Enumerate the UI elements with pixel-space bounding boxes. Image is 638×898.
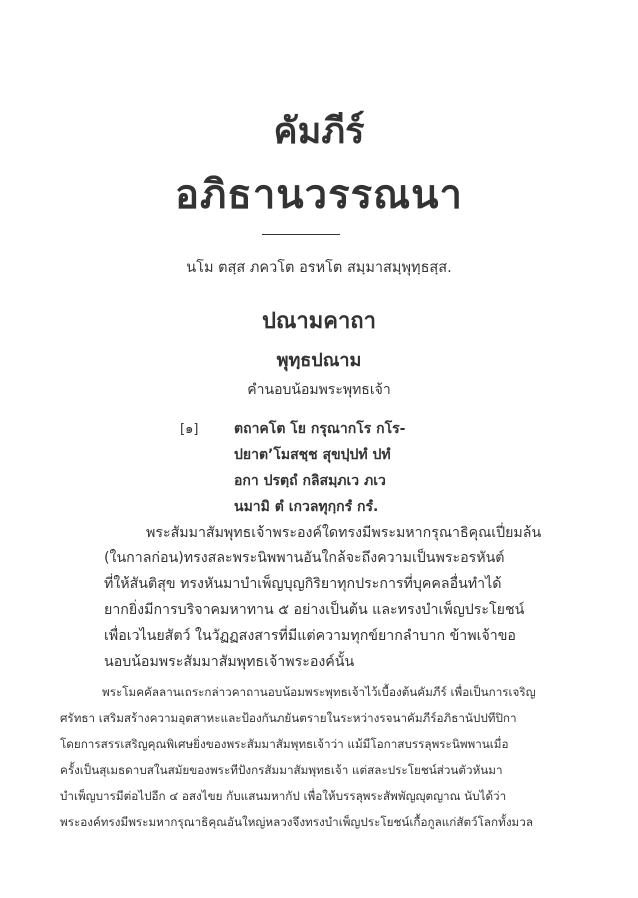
translation-line: ที่ให้สันติสุข ทรงหันมาบำเพ็ญบุญกิริยาทุกประการที่บุคคลอื่นทำได้ xyxy=(104,576,502,592)
verse-number: [๑] xyxy=(180,422,199,437)
translation-line: นอบน้อมพระสัมมาสัมพุทธเจ้าพระองค์นั้น xyxy=(104,654,355,670)
translation-line: เพื่อเวไนยสัตว์ ในวัฏฏสงสารที่มีแต่ความทุกข์ยากลำบาก ข้าพเจ้าขอ xyxy=(104,628,516,644)
translation-line: (ในกาลก่อน)ทรงสละพระนิพพานอันใกล้จะถึงความเป็นพระอรหันต์ xyxy=(104,550,505,566)
verse-line: ปยาต’โมสชฺช สุขปฺปทํ ปทํ xyxy=(234,447,391,463)
translation-line: ยากยิ่งมีการบริจาคมหาทาน ๕ อย่างเป็นต้น และทรงบำเพ็ญประโยชน์ xyxy=(104,602,525,618)
book-title: อภิธานวรรณนา xyxy=(175,171,463,218)
verse-line: นมามิ ตํ เกวลทุกฺกรํ กรํ. xyxy=(234,499,379,515)
salutation: นโม ตสฺส ภควโต อรหโต สมฺมาสมฺพุทฺธสฺส. xyxy=(186,260,452,276)
subsection-heading: พุทฺธปณาม xyxy=(276,350,362,371)
translation-line: พระสัมมาสัมพุทธเจ้าพระองค์ใดทรงมีพระมหากรุณาธิคุณเปี่ยมล้น xyxy=(146,525,542,541)
body-line: ศรัทธา เสริมสร้างความอุตสาหะและป้องกันภยันตรายในระหว่างรจนาคัมภีร์อภิธานัปปทีปิกา xyxy=(60,711,517,725)
verse-line: ตถาคโต โย กรุณากโร กโร- xyxy=(234,421,406,437)
subsection-note: คำนอบน้อมพระพุทธเจ้า xyxy=(247,382,391,398)
body-line: โดยการสรรเสริญคุณพิเศษยิ่งของพระสัมมาสัมพุทธเจ้าว่า แม้มีโอกาสบรรลุพระนิพพานเมื่อ xyxy=(60,737,509,751)
book-kicker: คัมภีร์ xyxy=(273,110,365,152)
verse-line: อกา ปรตฺถํ กลิสมฺภเว ภเว xyxy=(234,473,386,489)
body-line: บำเพ็ญบารมีต่อไปอีก ๔ อสงไขย กับแสนมหากัป เพื่อให้บรรลุพระสัพพัญญุตญาณ นับได้ว่า xyxy=(60,789,507,803)
body-line: ครั้งเป็นสุเมธดาบสในสมัยของพระทีปังกรสัมมาสัมพุทธเจ้า แต่สละประโยชน์ส่วนตัวหันมา xyxy=(60,763,503,777)
title-rule xyxy=(262,234,340,235)
section-heading: ปณามคาถา xyxy=(262,309,376,334)
body-line: พระโมคคัลลานเถระกล่าวคาถานอบน้อมพระพุทธเจ้าไว้เบื้องต้นคัมภีร์ เพื่อเป็นการเจริญ xyxy=(102,685,536,699)
body-line: พระองค์ทรงมีพระมหากรุณาธิคุณอันใหญ่หลวงจึงทรงบำเพ็ญประโยชน์เกื้อกูลแก่สัตว์โลกทั้งมวล xyxy=(60,815,533,829)
